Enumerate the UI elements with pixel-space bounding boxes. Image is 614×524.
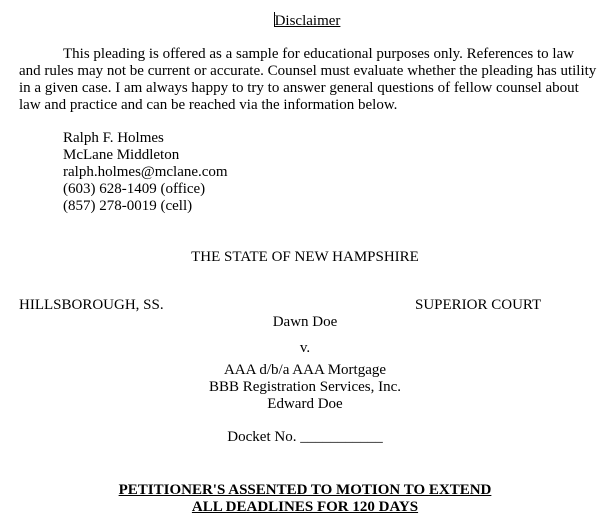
plaintiff-name: Dawn Doe [272, 314, 338, 330]
versus-label: v. [299, 340, 311, 356]
contact-email: ralph.holmes@mclane.com [63, 164, 228, 180]
contact-block [63, 130, 228, 215]
state-heading: THE STATE OF NEW HAMPSHIRE [191, 249, 419, 265]
defendant-name: AAA d/b/a AAA Mortgage [223, 362, 387, 378]
disclaimer-heading-text: Disclaimer [274, 13, 341, 29]
contact-firm: McLane Middleton [63, 147, 180, 163]
motion-title-line: ALL DEADLINES FOR 120 DAYS [191, 499, 419, 515]
docket-number: Docket No. ___________ [227, 429, 383, 445]
court-label: SUPERIOR COURT [415, 297, 542, 313]
contact-cell-phone: (857) 278-0019 (cell) [63, 198, 193, 214]
contact-office-phone: (603) 628-1409 (office) [63, 181, 206, 197]
motion-title-line: PETITIONER'S ASSENTED TO MOTION TO EXTEND [118, 482, 492, 498]
disclaimer-paragraph: This pleading is offered as a sample for educational purposes only. References to law and rules may not be current or accurate. Counsel must evaluate whether the pleading has utility in a given case. I am always happy to try to answer general questions of fellow counsel about law and practice and can be reached via the information below. [19, 46, 597, 113]
defendant-name: BBB Registration Services, Inc. [208, 379, 402, 395]
defendant-name: Edward Doe [267, 396, 343, 412]
defendants-block [0, 362, 610, 413]
contact-name: Ralph F. Holmes [63, 130, 164, 146]
disclaimer-heading [0, 12, 614, 30]
county-label: HILLSBOROUGH, SS. [19, 297, 164, 313]
motion-title [0, 482, 610, 516]
